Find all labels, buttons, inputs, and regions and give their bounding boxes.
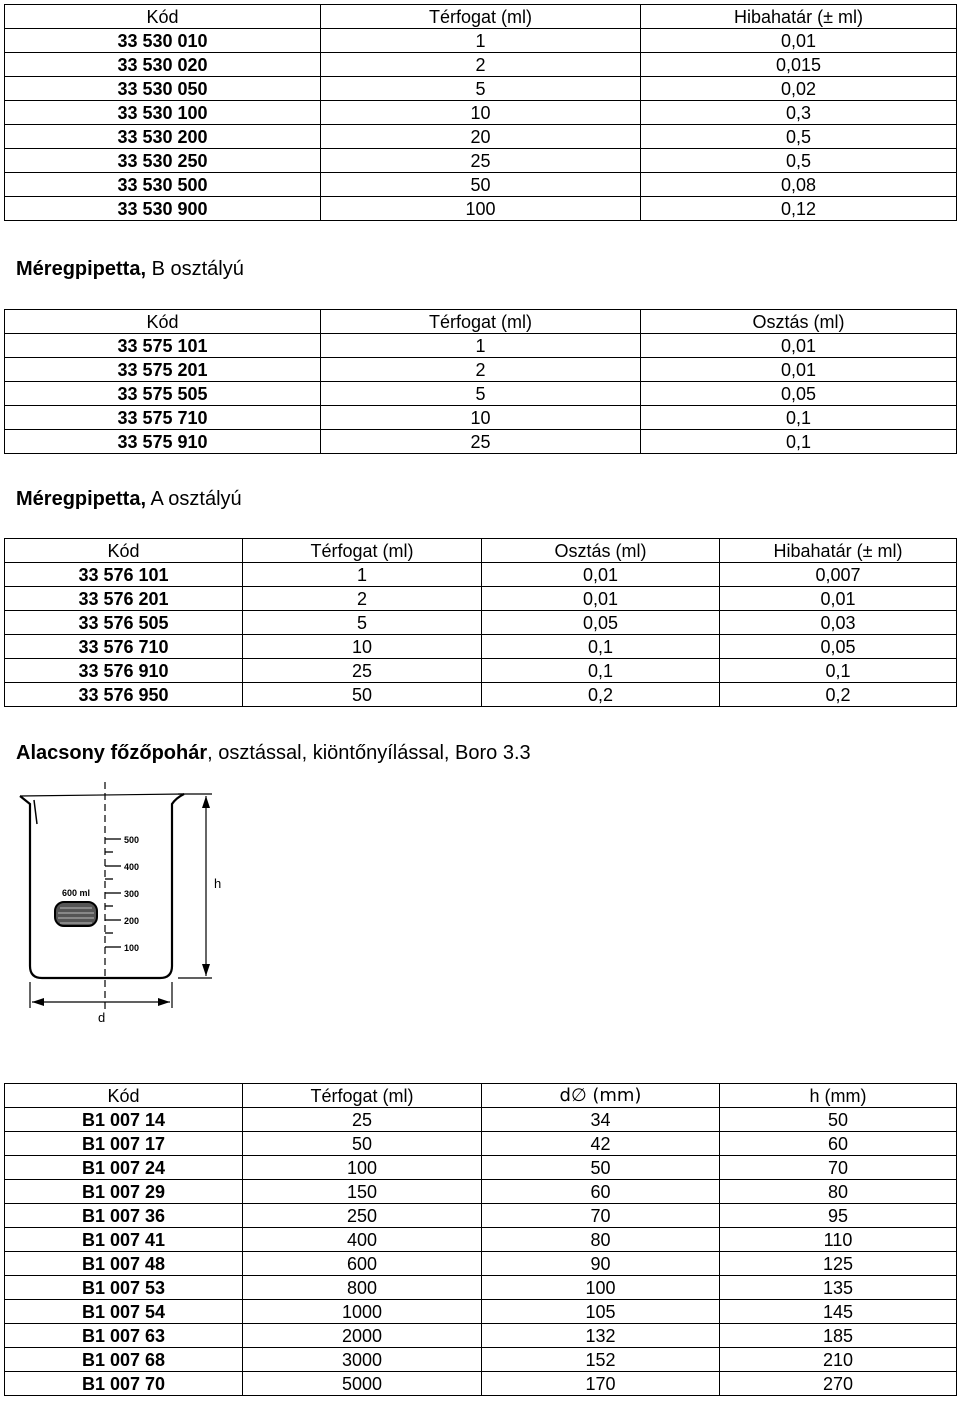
cell-code: 33 576 201 (5, 587, 243, 611)
arrowhead-right (158, 998, 170, 1006)
cell-volume: 150 (243, 1180, 482, 1204)
cell-code: B1 007 70 (5, 1372, 243, 1396)
scale-label: 300 (124, 889, 140, 899)
cell-code: 33 575 201 (5, 358, 321, 382)
cell-volume: 50 (243, 1132, 482, 1156)
table-row (5, 53, 957, 77)
cell-diameter: 60 (482, 1180, 720, 1204)
cell-height: 80 (720, 1180, 957, 1204)
cell-code: 33 575 101 (5, 334, 321, 358)
table-header-row (5, 1084, 957, 1108)
table-header-row (5, 539, 957, 563)
volume-label: 600 ml (62, 888, 91, 898)
heading-rest: A osztályú (146, 488, 242, 510)
cell-volume: 800 (243, 1276, 482, 1300)
cell-code: 33 576 101 (5, 563, 243, 587)
table-row (5, 659, 957, 683)
cell-division: 0,1 (641, 406, 957, 430)
table-row (5, 358, 957, 382)
header-cell-volume: Térfogat (ml) (243, 1084, 482, 1108)
cell-tolerance: 0,007 (720, 563, 957, 587)
height-label: h (214, 876, 222, 891)
cell-volume: 2 (321, 358, 641, 382)
header-cell-division: Osztás (ml) (641, 310, 957, 334)
cell-volume: 2 (321, 53, 641, 77)
table-row (5, 29, 957, 53)
cell-code: 33 576 910 (5, 659, 243, 683)
cell-height: 95 (720, 1204, 957, 1228)
table-volumetric-flask (4, 4, 957, 221)
cell-tolerance: 0,12 (641, 197, 957, 221)
cell-division: 0,01 (482, 587, 720, 611)
table-row (5, 77, 957, 101)
cell-division: 0,1 (482, 659, 720, 683)
table-header-row (5, 5, 957, 29)
header-cell-volume: Térfogat (ml) (243, 539, 482, 563)
cell-volume: 25 (243, 1108, 482, 1132)
header-cell-tolerance: Hibahatár (± ml) (641, 5, 957, 29)
table-body (5, 5, 957, 221)
cell-height: 270 (720, 1372, 957, 1396)
cell-volume: 25 (321, 149, 641, 173)
table-row (5, 149, 957, 173)
cell-height: 50 (720, 1108, 957, 1132)
writing-field (55, 902, 97, 926)
cell-code: 33 576 505 (5, 611, 243, 635)
scale-label: 500 (124, 835, 140, 845)
cell-height: 145 (720, 1300, 957, 1324)
cell-division: 0,05 (482, 611, 720, 635)
section-heading-pipette-b (16, 257, 244, 281)
cell-division: 0,05 (641, 382, 957, 406)
table-row (5, 406, 957, 430)
heading-bold: Alacsony főzőpohár (16, 742, 208, 764)
table-body (5, 539, 957, 707)
cell-code: 33 530 050 (5, 77, 321, 101)
cell-volume: 250 (243, 1204, 482, 1228)
table-row (5, 1156, 957, 1180)
cell-code: B1 007 24 (5, 1156, 243, 1180)
cell-diameter: 90 (482, 1252, 720, 1276)
arrowhead-down (202, 964, 210, 976)
cell-volume: 10 (321, 101, 641, 125)
header-cell-diameter: d∅ (mm) (482, 1084, 720, 1108)
cell-volume: 600 (243, 1252, 482, 1276)
cell-volume: 400 (243, 1228, 482, 1252)
cell-code: B1 007 63 (5, 1324, 243, 1348)
table-row (5, 563, 957, 587)
header-cell-code: Kód (5, 310, 321, 334)
cell-volume: 1 (243, 563, 482, 587)
beaker-diagram (10, 782, 230, 1032)
cell-code: 33 530 100 (5, 101, 321, 125)
cell-tolerance: 0,015 (641, 53, 957, 77)
cell-diameter: 34 (482, 1108, 720, 1132)
cell-height: 60 (720, 1132, 957, 1156)
cell-code: 33 530 200 (5, 125, 321, 149)
cell-code: 33 575 910 (5, 430, 321, 454)
cell-code: B1 007 29 (5, 1180, 243, 1204)
scale-label: 200 (124, 916, 140, 926)
table-row (5, 1252, 957, 1276)
cell-volume: 100 (321, 197, 641, 221)
cell-code: 33 575 710 (5, 406, 321, 430)
cell-diameter: 132 (482, 1324, 720, 1348)
table-row (5, 611, 957, 635)
cell-height: 125 (720, 1252, 957, 1276)
cell-code: B1 007 14 (5, 1108, 243, 1132)
cell-volume: 2 (243, 587, 482, 611)
cell-code: B1 007 54 (5, 1300, 243, 1324)
table-row (5, 587, 957, 611)
scale-ticks (105, 839, 121, 947)
cell-diameter: 70 (482, 1204, 720, 1228)
cell-height: 185 (720, 1324, 957, 1348)
beaker-outline (20, 794, 184, 978)
cell-division: 0,01 (641, 334, 957, 358)
cell-volume: 5 (243, 611, 482, 635)
scale-label: 400 (124, 862, 140, 872)
section-heading-pipette-a (16, 487, 242, 511)
cell-code: 33 576 950 (5, 683, 243, 707)
cell-division: 0,01 (482, 563, 720, 587)
header-cell-height: h (mm) (720, 1084, 957, 1108)
cell-volume: 20 (321, 125, 641, 149)
cell-diameter: 42 (482, 1132, 720, 1156)
header-cell-volume: Térfogat (ml) (321, 5, 641, 29)
table-row (5, 382, 957, 406)
cell-diameter: 152 (482, 1348, 720, 1372)
table-pipette-class-b (4, 309, 957, 454)
cell-volume: 10 (321, 406, 641, 430)
cell-volume: 25 (243, 659, 482, 683)
cell-code: B1 007 41 (5, 1228, 243, 1252)
cell-volume: 5000 (243, 1372, 482, 1396)
cell-volume: 2000 (243, 1324, 482, 1348)
cell-code: B1 007 48 (5, 1252, 243, 1276)
table-row (5, 173, 957, 197)
cell-volume: 25 (321, 430, 641, 454)
table-row (5, 635, 957, 659)
cell-code: 33 530 500 (5, 173, 321, 197)
heading-bold: Méregpipetta, (16, 488, 147, 510)
cell-code: 33 530 010 (5, 29, 321, 53)
cell-volume: 5 (321, 382, 641, 406)
cell-height: 110 (720, 1228, 957, 1252)
cell-diameter: 80 (482, 1228, 720, 1252)
header-cell-code: Kód (5, 5, 321, 29)
cell-volume: 10 (243, 635, 482, 659)
table-row (5, 1228, 957, 1252)
cell-code: B1 007 17 (5, 1132, 243, 1156)
cell-diameter: 50 (482, 1156, 720, 1180)
cell-code: 33 575 505 (5, 382, 321, 406)
table-row (5, 1108, 957, 1132)
cell-volume: 3000 (243, 1348, 482, 1372)
table-row (5, 125, 957, 149)
cell-tolerance: 0,08 (641, 173, 957, 197)
cell-diameter: 100 (482, 1276, 720, 1300)
cell-division: 0,1 (482, 635, 720, 659)
cell-volume: 1000 (243, 1300, 482, 1324)
heading-rest: , osztással, kiöntőnyílással, Boro 3.3 (207, 742, 531, 764)
heading-bold: Méregpipetta, (16, 258, 147, 280)
table-row (5, 334, 957, 358)
cell-volume: 5 (321, 77, 641, 101)
cell-tolerance: 0,05 (720, 635, 957, 659)
cell-tolerance: 0,03 (720, 611, 957, 635)
cell-division: 0,01 (641, 358, 957, 382)
header-cell-tolerance: Hibahatár (± ml) (720, 539, 957, 563)
header-cell-code: Kód (5, 539, 243, 563)
cell-code: 33 530 020 (5, 53, 321, 77)
cell-volume: 1 (321, 334, 641, 358)
table-body (5, 1084, 957, 1396)
cell-code: 33 576 710 (5, 635, 243, 659)
table-row (5, 430, 957, 454)
table-row (5, 101, 957, 125)
cell-code: 33 530 900 (5, 197, 321, 221)
scale-labels (62, 835, 139, 953)
cell-code: B1 007 36 (5, 1204, 243, 1228)
scale-label: 100 (124, 943, 140, 953)
cell-tolerance: 0,2 (720, 683, 957, 707)
cell-tolerance: 0,01 (641, 29, 957, 53)
arrowhead-up (202, 796, 210, 808)
table-header-row (5, 310, 957, 334)
table-body (5, 310, 957, 454)
cell-tolerance: 0,1 (720, 659, 957, 683)
cell-diameter: 170 (482, 1372, 720, 1396)
table-row (5, 1132, 957, 1156)
table-row (5, 1324, 957, 1348)
cell-height: 135 (720, 1276, 957, 1300)
cell-volume: 100 (243, 1156, 482, 1180)
table-row (5, 1204, 957, 1228)
diameter-label: d (98, 1010, 106, 1025)
table-row (5, 197, 957, 221)
table-row (5, 1300, 957, 1324)
cell-tolerance: 0,5 (641, 125, 957, 149)
cell-tolerance: 0,3 (641, 101, 957, 125)
cell-code: B1 007 53 (5, 1276, 243, 1300)
header-cell-division: Osztás (ml) (482, 539, 720, 563)
table-row (5, 1372, 957, 1396)
table-row (5, 1276, 957, 1300)
arrowhead-left (32, 998, 44, 1006)
cell-tolerance: 0,02 (641, 77, 957, 101)
table-row (5, 683, 957, 707)
table-row (5, 1180, 957, 1204)
section-heading-beaker (16, 741, 531, 765)
table-pipette-class-a (4, 538, 957, 707)
cell-volume: 1 (321, 29, 641, 53)
cell-code: 33 530 250 (5, 149, 321, 173)
header-cell-code: Kód (5, 1084, 243, 1108)
cell-tolerance: 0,5 (641, 149, 957, 173)
cell-division: 0,2 (482, 683, 720, 707)
cell-volume: 50 (243, 683, 482, 707)
heading-rest: B osztályú (146, 258, 244, 280)
cell-code: B1 007 68 (5, 1348, 243, 1372)
cell-diameter: 105 (482, 1300, 720, 1324)
cell-height: 70 (720, 1156, 957, 1180)
cell-division: 0,1 (641, 430, 957, 454)
cell-tolerance: 0,01 (720, 587, 957, 611)
header-cell-volume: Térfogat (ml) (321, 310, 641, 334)
cell-height: 210 (720, 1348, 957, 1372)
diameter-dimension (30, 982, 172, 1008)
table-row (5, 1348, 957, 1372)
height-dimension (178, 794, 212, 978)
cell-volume: 50 (321, 173, 641, 197)
table-beaker (4, 1083, 957, 1396)
spout-mark (34, 800, 37, 824)
